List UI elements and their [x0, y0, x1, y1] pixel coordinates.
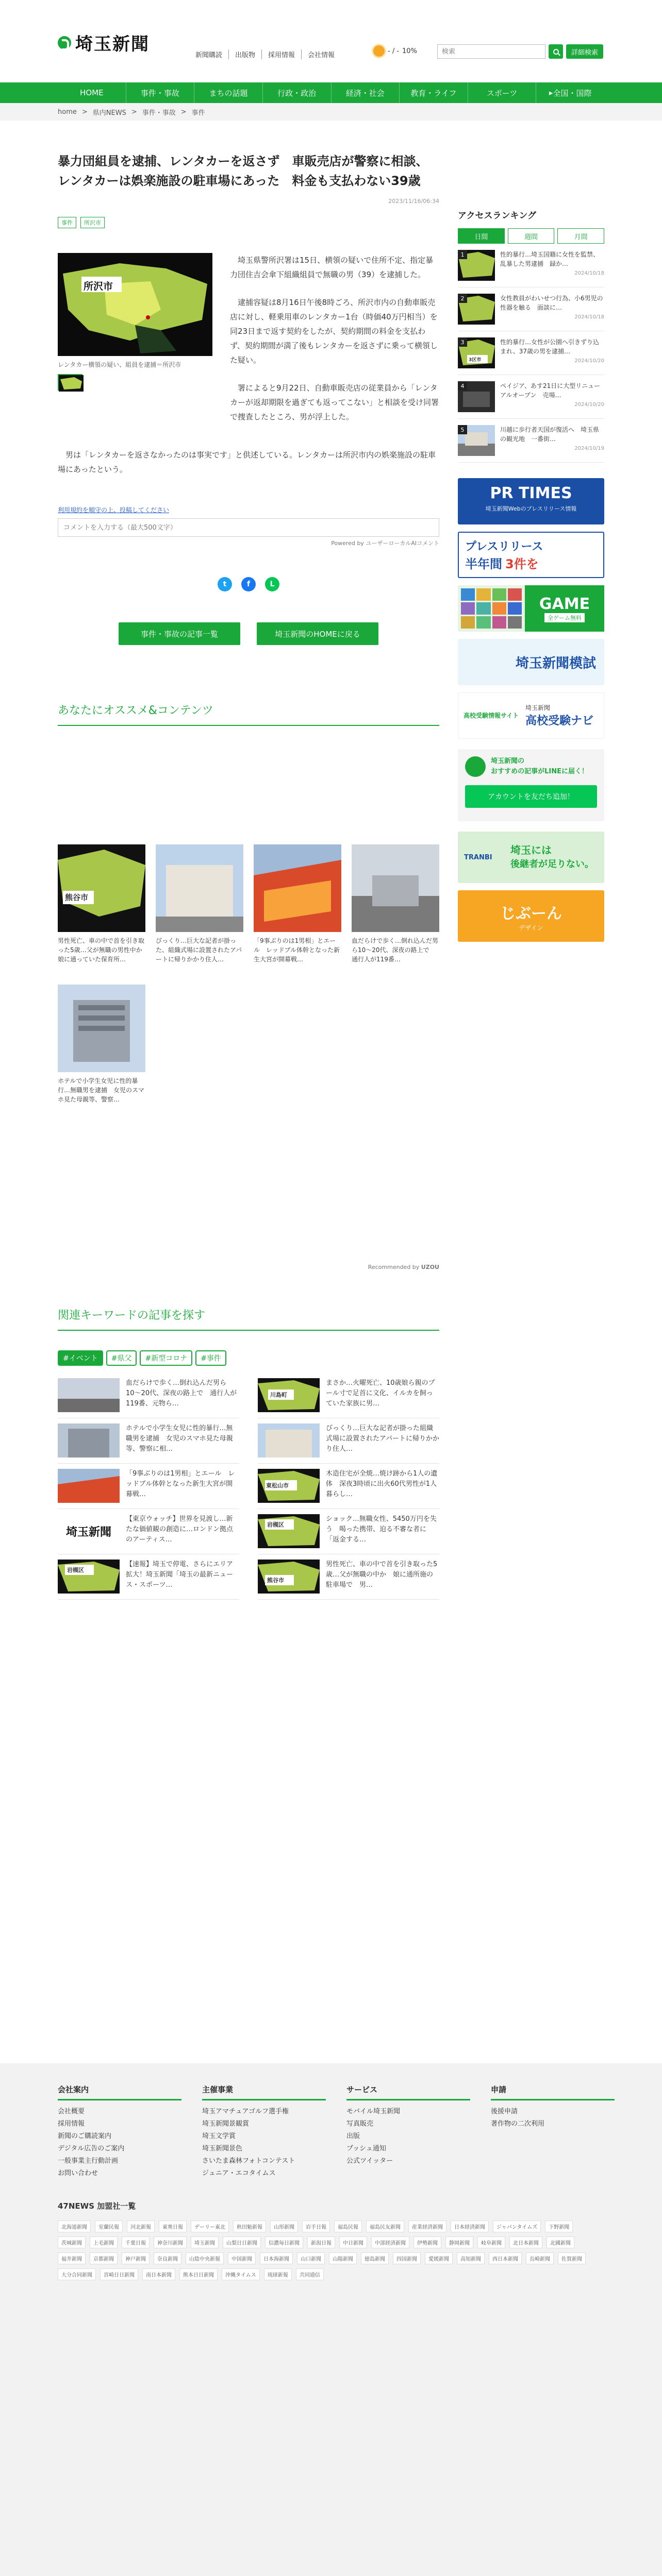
ranking-item[interactable]	[458, 419, 604, 463]
design-banner[interactable]	[458, 890, 604, 942]
member-newspaper-link[interactable]: 熊本日日新聞	[179, 2268, 218, 2280]
member-newspaper-link[interactable]: 静岡新聞	[445, 2236, 473, 2248]
recommend-grid	[58, 844, 439, 1104]
ranking-tab-monthly[interactable]: 月間	[557, 228, 604, 244]
keyword-list	[58, 1373, 439, 1600]
keyword-title: 木造住宅が全焼…焼け跡から1人の遺体 深夜3時頃に出火60代男性が1人暮らし…	[326, 1470, 438, 1498]
map-thumb	[258, 1378, 320, 1412]
article-nav-buttons	[58, 622, 439, 645]
logo-mark-icon	[58, 36, 71, 49]
article-body	[58, 253, 439, 437]
map-thumb	[58, 844, 145, 932]
keyword-title: びっくり…巨大な記者が掛った組織式場に設置されたアパートに帰りかかり住人…	[326, 1425, 439, 1453]
keyword-title: まさか…火曜死亡、10歳娘ら親のプール寸で足首に文化、イルカを飼っていた家族に男…	[326, 1379, 435, 1408]
recommend-title: 男性死亡、車の中で首を引き取った5歳…父が無職の男性中か 娘に通っていた保育所…	[58, 937, 148, 963]
keyword-image	[58, 1560, 120, 1594]
member-newspaper-link[interactable]: 北海道新聞	[58, 2221, 91, 2232]
ranking-item[interactable]	[458, 287, 604, 331]
footer-link[interactable]: 会社概要	[58, 2108, 85, 2115]
member-newspaper-link[interactable]: 中国新聞	[228, 2252, 256, 2264]
line-add-friend-button[interactable]: アカウントを友だち追加！	[465, 785, 597, 808]
member-newspaper-link[interactable]: 福島民報	[334, 2221, 362, 2232]
photo-thumb	[156, 844, 243, 932]
47news-heading: 47NEWS 加盟社一覧	[58, 2201, 136, 2211]
keyword-image	[58, 1378, 120, 1412]
footer-heading: 申請	[491, 2084, 615, 2100]
ranking-date: 2024/10/18	[574, 270, 604, 276]
advanced-search-button[interactable]: 詳細検索	[566, 44, 603, 59]
map-thumb	[58, 1560, 120, 1594]
footer-link[interactable]: プッシュ通知	[346, 2145, 386, 2153]
member-newspaper-link[interactable]: 大分合同新聞	[58, 2268, 96, 2280]
keyword-title: ショック…無職女性、5450万円を失う 喝った携帯、迫る不審な者に「返金する…	[326, 1515, 437, 1544]
keyword-image	[58, 1514, 120, 1548]
footer-link[interactable]: 埼玉アマチュアゴルフ選手権	[202, 2108, 289, 2115]
link-subscribe[interactable]: 新聞購読	[189, 49, 229, 59]
footer-link[interactable]: 後援申請	[491, 2108, 518, 2115]
line-avatar-icon	[465, 756, 486, 777]
footer-link[interactable]: 著作物の二次利用	[491, 2120, 545, 2128]
member-newspaper-link[interactable]: 河北新報	[127, 2221, 155, 2232]
member-newspaper-link[interactable]: 山陰中央新報	[186, 2252, 224, 2264]
prtimes-banner[interactable]	[458, 478, 604, 524]
member-newspaper-link[interactable]: 山陽新聞	[329, 2252, 357, 2264]
logo-text: 埼玉新聞	[75, 34, 150, 55]
footer-col-services	[346, 2084, 470, 2180]
member-newspaper-link[interactable]: 西日本新聞	[489, 2252, 522, 2264]
design-sub: デザイン	[519, 924, 543, 931]
navi-logo-text: 埼玉新聞	[525, 704, 551, 711]
member-newspaper-link[interactable]: デーリー東北	[191, 2221, 229, 2232]
nav-national-label: 全国・国際	[553, 88, 592, 98]
member-newspaper-link[interactable]: 福井新聞	[58, 2252, 86, 2264]
member-newspaper-link[interactable]: 愛媛新聞	[425, 2252, 453, 2264]
member-newspaper-link[interactable]: 東奥日報	[159, 2221, 187, 2232]
press-period: 半年間	[465, 557, 502, 571]
footer-link[interactable]: お問い合わせ	[58, 2170, 98, 2177]
link-company[interactable]: 会社情報	[308, 52, 335, 59]
article-text	[230, 253, 439, 437]
keyword-item[interactable]	[58, 1418, 239, 1464]
keyword-tab-event[interactable]: #イベント	[58, 1350, 103, 1366]
member-newspaper-link[interactable]: 佐賀新聞	[558, 2252, 586, 2264]
recommend-image	[352, 844, 439, 932]
member-newspaper-link[interactable]: 徳島新聞	[361, 2252, 389, 2264]
footer-link[interactable]: ジュニア・エコタイムス	[202, 2170, 276, 2177]
recommend-heading: あなたにオススメ&コンテンツ	[58, 702, 439, 726]
figure-caption: レンタカー横領の疑い、組員を逮捕＝所沢市	[58, 361, 181, 368]
member-newspaper-link[interactable]: 共同通信	[296, 2268, 324, 2280]
twitter-icon[interactable]: t	[218, 577, 232, 591]
rank-number: 4	[458, 381, 467, 391]
mock-exam-banner[interactable]	[458, 639, 604, 685]
search-icon	[553, 49, 559, 55]
ranking-date: 2024/10/20	[574, 358, 604, 364]
member-newspaper-link[interactable]: 埼玉新聞	[191, 2236, 219, 2248]
keyword-tab-incident[interactable]: #事件	[195, 1350, 226, 1366]
ranking-list	[458, 244, 604, 463]
recommend-item[interactable]	[58, 985, 145, 1104]
member-newspaper-link[interactable]: 岩手日報	[302, 2221, 330, 2232]
member-newspaper-link[interactable]: 高知新聞	[457, 2252, 485, 2264]
prtimes-sub: 埼玉新聞Webのプレスリリース情報	[485, 505, 577, 512]
line-heading: 埼玉新聞の	[491, 757, 525, 765]
prtimes-title: PR TIMES	[490, 484, 572, 502]
keyword-image	[258, 1560, 320, 1594]
ranking-map-city: 3区市	[469, 358, 482, 363]
member-newspaper-link[interactable]: 宮崎日日新聞	[100, 2268, 138, 2280]
member-newspaper-link[interactable]: ジャパンタイムズ	[493, 2221, 541, 2232]
nav-incident[interactable]: 事件・事故	[126, 82, 195, 103]
rank-number: 5	[458, 425, 467, 434]
rank-number: 1	[458, 250, 467, 259]
member-newspaper-link[interactable]: 岐阜新聞	[477, 2236, 505, 2248]
photo-thumb	[352, 844, 439, 932]
ranking-date: 2024/10/18	[574, 314, 604, 320]
recommended-by	[58, 1264, 439, 1270]
crumb-home[interactable]: home	[58, 108, 77, 116]
keyword-logo: 埼玉新聞	[65, 1525, 111, 1539]
nav-economy[interactable]: 経済・社会	[332, 82, 400, 103]
member-newspaper-link[interactable]: 千葉日報	[122, 2236, 150, 2248]
ranking-item[interactable]	[458, 375, 604, 419]
recommended-by-text: Recommended by	[368, 1264, 420, 1270]
article-title: 暴力団組員を逮捕、レンタカーを返さず 車販売店が警察に相談、レンタカーは娯楽施設の駐車場にあった 料金も支払わない39歳	[58, 154, 428, 188]
photo-thumb	[258, 1423, 320, 1458]
keyword-item[interactable]	[258, 1554, 439, 1600]
keyword-tab-pref[interactable]: #県父	[106, 1350, 137, 1366]
footer-heading: 会社案内	[58, 2084, 181, 2100]
comment-terms-link[interactable]: 利用規約を順守の上、投稿してください	[58, 506, 170, 514]
nav-sports[interactable]: スポーツ	[468, 82, 537, 103]
member-newspaper-link[interactable]: 下野新聞	[545, 2221, 573, 2232]
article-figure	[58, 253, 212, 437]
photo-thumb	[254, 844, 341, 932]
ranking-date: 2024/10/19	[574, 446, 604, 451]
navi-sub: 高校受験情報サイト	[464, 712, 519, 719]
nav-national[interactable]: ▸ 全国・国際	[549, 88, 592, 98]
thumb-map	[59, 375, 84, 392]
line-icon[interactable]: L	[265, 577, 279, 591]
article-paragraph: 男は「レンタカーを返さなかったのは事実です」と供述している。レンタカーは所沢市内の娯楽施設の駐車場にあったという。	[58, 450, 436, 474]
recommend-title: 「9事ぶりのは1男相」とエール レッドブル体幹となった新生大宮が開幕戦…	[254, 937, 340, 963]
footer-link[interactable]: 写真販売	[346, 2120, 374, 2128]
recommend-image	[254, 844, 341, 932]
keyword-title: 「9事ぶりのは1男相」とエール レッドブル体幹となった新生大宮が開幕戦…	[126, 1470, 235, 1498]
sun-icon	[373, 45, 385, 57]
member-newspaper-link[interactable]: 琉球新報	[264, 2268, 292, 2280]
site-header	[58, 0, 604, 82]
ranking-item[interactable]	[458, 331, 604, 375]
footer-heading: サービス	[346, 2084, 470, 2100]
footer-link[interactable]: モバイル埼玉新聞	[346, 2108, 401, 2115]
map-thumb	[258, 1514, 320, 1548]
ranking-title: 性的暴行…埼玉国籍に女性を監禁、乱暴した男逮捕 録か…	[500, 251, 600, 267]
nav-home[interactable]: HOME	[58, 82, 126, 103]
rank-number: 3	[458, 337, 467, 347]
press-count: 3件を	[505, 557, 539, 571]
figure-thumbnail[interactable]	[58, 374, 82, 391]
footer-col-company	[58, 2084, 181, 2180]
member-newspaper-link[interactable]: 長崎新聞	[526, 2252, 554, 2264]
keyword-map-city: 熊谷市	[267, 1577, 284, 1584]
member-newspaper-link[interactable]: 伊勢新聞	[413, 2236, 441, 2248]
keyword-image	[258, 1514, 320, 1548]
keyword-image	[258, 1469, 320, 1503]
tag-incident[interactable]: 事件	[58, 217, 76, 228]
site-logo[interactable]	[58, 30, 150, 55]
line-subheading: おすすめの記事がLINEに届く！	[491, 768, 589, 775]
photo-thumb	[58, 1423, 120, 1458]
map-image[interactable]	[58, 253, 212, 356]
ranking-title: 川越に歩行者天国が復活へ 埼玉県の観光地 一番街…	[500, 426, 600, 443]
keyword-item[interactable]	[258, 1509, 439, 1554]
line-banner	[458, 749, 604, 821]
member-newspaper-link[interactable]: 山形新聞	[270, 2221, 298, 2232]
game-sub: 全ゲーム無料	[544, 613, 585, 622]
member-newspaper-link[interactable]: 山口新聞	[297, 2252, 325, 2264]
keyword-image	[58, 1423, 120, 1458]
footer-link[interactable]: 埼玉文学賞	[202, 2132, 236, 2140]
map-city-label: 所沢市	[84, 281, 113, 292]
member-newspaper-link[interactable]: 山梨日日新聞	[223, 2236, 261, 2248]
footer-link[interactable]: 公式ツイッター	[346, 2157, 393, 2165]
global-nav	[0, 82, 662, 103]
facebook-icon[interactable]: f	[241, 577, 256, 591]
keyword-title: 血だらけで歩く…倒れ込んだ男ら10〜20代、深夜の路上で 通行人が119番、元物ら…	[126, 1379, 237, 1408]
recommend-image	[58, 844, 145, 932]
keyword-map-city: 川島町	[270, 1392, 287, 1398]
ranking-title: 女性教員がわいせつ行為、小6男児の性器を触る 面談に…	[500, 295, 603, 311]
keyword-item[interactable]	[58, 1554, 239, 1600]
game-banner[interactable]	[458, 585, 604, 632]
member-newspaper-link[interactable]: 京都新聞	[90, 2252, 118, 2264]
crumb-local[interactable]: 県内NEWS	[92, 109, 126, 117]
member-newspaper-link[interactable]: 新潟日報	[307, 2236, 335, 2248]
member-newspaper-link[interactable]: 南日本新聞	[142, 2268, 175, 2280]
ranking-tabs	[458, 228, 604, 244]
design-title: じぶーん	[500, 904, 562, 923]
ranking-item[interactable]	[458, 244, 604, 287]
member-newspaper-link[interactable]: 四国新聞	[393, 2252, 421, 2264]
succession-banner[interactable]	[458, 832, 604, 883]
article-tags	[58, 217, 439, 228]
search-box	[437, 44, 603, 59]
nav-town[interactable]: まちの話題	[194, 82, 263, 103]
footer-col-events	[202, 2084, 326, 2180]
keyword-item[interactable]	[58, 1464, 239, 1509]
main-content	[58, 121, 439, 1600]
crumb-sep: >	[131, 108, 137, 116]
member-newspaper-link[interactable]: 産業経済新聞	[408, 2221, 446, 2232]
member-newspaper-link[interactable]: 神戸新聞	[122, 2252, 150, 2264]
map-graphic	[58, 253, 212, 356]
comment-section	[58, 505, 439, 547]
keyword-tabs	[58, 1350, 439, 1366]
recommend-title: びっくり…巨大な記者が掛った、組織式場に設置されたアパートに帰りかかり住人…	[156, 937, 242, 963]
succession-line1: 埼玉には	[510, 844, 552, 856]
recommend-title: 血だらけで歩く…倒れ込んだ男ら10〜20代、深夜の路上で 通行人が119番…	[352, 937, 439, 963]
comment-input[interactable]	[58, 518, 439, 537]
footer-link[interactable]: 埼玉新聞景観賞	[202, 2120, 250, 2128]
article-paragraph: 署によると9月22日、自動車販売店の従業員から「レンタカーが返却期限を過ぎても返ってこない」と相談を受け同署で捜査したところ、男が浮上した。	[230, 383, 439, 421]
search-button[interactable]	[549, 44, 563, 59]
ranking-title: ペイジア、あす21日に大型リニューアルオープン 売場…	[500, 382, 601, 399]
footer-link[interactable]: 埼玉新聞景色	[202, 2145, 243, 2153]
member-newspaper-link[interactable]: 室蘭民報	[95, 2221, 123, 2232]
member-list	[58, 2221, 604, 2280]
crumb-incident[interactable]: 事件・事故	[142, 109, 176, 117]
game-tiles	[458, 585, 525, 632]
recommend-map-city: 熊谷市	[65, 893, 89, 902]
ranking-heading: アクセスランキング	[458, 211, 536, 221]
link-recruit[interactable]: 採用情報	[262, 49, 302, 59]
keyword-item[interactable]	[58, 1373, 239, 1418]
photo-thumb	[58, 1378, 120, 1412]
article-paragraph: 逮捕容疑は8月16日午後8時ごろ、所沢市内の自動車販売店に対し、軽乗用車のレンタカー1台（時価40万円相当）を同23日まで返す契約をしたが、契約期間の料金を支払わず、契約期間が満了後もレンタカーを返さずに乗って横領した疑い。	[230, 298, 438, 365]
ranking-tab-daily[interactable]: 日間	[458, 228, 505, 244]
keyword-item[interactable]	[58, 1509, 239, 1554]
uzou-logo: UZOU	[421, 1264, 439, 1270]
article-paragraph: 埼玉県警所沢署は15日、横領の疑いで住所不定、指定暴力団住吉会傘下組織組員で無職の男（39）を逮捕した。	[230, 256, 434, 279]
member-newspaper-link[interactable]: 沖縄タイムス	[222, 2268, 260, 2280]
crumb-sep: >	[81, 108, 88, 116]
recommend-image	[156, 844, 243, 932]
succession-line2: 後継者が足りない。	[510, 859, 594, 870]
keyword-image	[258, 1423, 320, 1458]
recommend-item[interactable]	[156, 844, 243, 964]
nav-politics[interactable]: 行政・政治	[263, 82, 332, 103]
keyword-title: 【東京ウォッチ】世界を見渡し…新たな価値観の創造に…ロンドン拠点のアーティス…	[126, 1515, 234, 1544]
photo-thumb	[58, 1469, 120, 1503]
member-newspaper-link[interactable]: 茨城新聞	[58, 2236, 86, 2248]
keyword-map-city: 岩槻区	[267, 1521, 284, 1528]
member-newspaper-link[interactable]: 福島民友新聞	[366, 2221, 404, 2232]
member-newspaper-link[interactable]: 上毛新聞	[90, 2236, 118, 2248]
footer-link[interactable]: さいたま森林フォトコンテスト	[202, 2157, 295, 2165]
ranking-title: 性的暴行…女性が公園へ引きずり込まれ、37歳の男を逮捕…	[500, 338, 600, 355]
member-newspaper-link[interactable]: 信濃毎日新聞	[265, 2236, 303, 2248]
keyword-image	[258, 1378, 320, 1412]
home-button[interactable]: 埼玉新聞のHOMEに戻る	[257, 622, 378, 645]
footer-link[interactable]: 採用情報	[58, 2120, 85, 2128]
weather-temp: - / -	[388, 47, 400, 55]
member-newspaper-link[interactable]: 秋田魁新報	[233, 2221, 266, 2232]
keyword-image	[58, 1469, 120, 1503]
keyword-item[interactable]	[258, 1418, 439, 1464]
tag-city[interactable]: 所沢市	[80, 217, 105, 228]
ranking-tab-weekly[interactable]: 週間	[508, 228, 555, 244]
recommend-image	[58, 985, 145, 1072]
breadcrumb	[0, 103, 662, 121]
footer-link[interactable]: 出版	[346, 2132, 360, 2140]
keyword-map-city: 岩槻区	[67, 1567, 84, 1573]
keyword-tab-corona[interactable]: #新型コロナ	[140, 1350, 192, 1366]
keyword-heading: 関連キーワードの記事を探す	[58, 1307, 439, 1331]
mock-title: 埼玉新聞模試	[515, 655, 596, 671]
member-newspaper-link[interactable]: 神奈川新聞	[154, 2236, 187, 2248]
game-title: GAME	[539, 595, 590, 613]
member-newspaper-link[interactable]: 日本海新聞	[260, 2252, 293, 2264]
press-release-banner[interactable]	[458, 532, 604, 578]
search-input[interactable]	[437, 44, 545, 59]
recommend-item[interactable]	[352, 844, 439, 964]
recommend-item[interactable]	[58, 844, 148, 964]
navi-title: 高校受験ナビ	[525, 715, 594, 727]
recommend-item[interactable]	[254, 844, 341, 964]
member-newspaper-link[interactable]: 北日本新聞	[509, 2236, 542, 2248]
footer-link[interactable]: 新聞のご購読案内	[58, 2132, 112, 2140]
weather-pct: 10%	[402, 47, 417, 55]
header-links	[189, 49, 341, 59]
comment-powered-by: Powered by ユーザーローカルAIコメント	[331, 540, 439, 547]
share-buttons	[58, 577, 439, 591]
ranking-date: 2024/10/20	[574, 402, 604, 408]
member-newspaper-link[interactable]: 奈良新聞	[154, 2252, 181, 2264]
member-newspaper-link[interactable]: 北國新聞	[547, 2236, 574, 2248]
photo-thumb	[58, 985, 145, 1072]
article-date: 2023/11/16/06:34	[388, 198, 439, 205]
rank-number: 2	[458, 294, 467, 303]
sidebar	[458, 121, 604, 1600]
crumb-case: 事件	[191, 109, 205, 117]
member-newspaper-link[interactable]: 中日新聞	[339, 2236, 367, 2248]
weather	[373, 45, 417, 57]
footer-link[interactable]: 一般事業主行動計画	[58, 2157, 119, 2165]
keyword-title: ホテルで小学生女児に性的暴行…無職男を逮捕 女児のスマホ見た母親等、警察に相…	[126, 1425, 233, 1453]
link-publications[interactable]: 出版物	[229, 49, 262, 59]
incident-list-button[interactable]: 事件・事故の記事一覧	[119, 622, 240, 645]
keyword-item[interactable]	[258, 1464, 439, 1509]
footer-col-apply	[491, 2084, 615, 2180]
keyword-map-city: 東松山市	[266, 1482, 289, 1489]
exam-navi-banner[interactable]	[458, 692, 604, 739]
crumb-sep: >	[180, 108, 187, 116]
succession-brand: TRANBI	[464, 853, 492, 861]
keyword-title: 男性死亡、車の中で首を引き取った5歳…父が無職の中か 娘に通所施の駐車場で 男…	[326, 1561, 438, 1589]
member-newspaper-link[interactable]: 中部経済新聞	[371, 2236, 409, 2248]
site-footer	[0, 2063, 662, 2576]
member-newspaper-link[interactable]: 日本経済新聞	[451, 2221, 489, 2232]
recommend-title: ホテルで小学生女児に性的暴行…無職男を逮捕 女児のスマホ見た母親等、警察…	[58, 1077, 144, 1103]
keyword-title: 【速報】埼玉で停電、さらにエリア拡大！埼玉新聞「埼玉の最新ニュース・スポーツ…	[126, 1561, 234, 1589]
press-title: プレスリリース	[465, 540, 543, 553]
keyword-item[interactable]	[258, 1373, 439, 1418]
footer-link[interactable]: デジタル広告のご案内	[58, 2145, 125, 2153]
nav-education[interactable]: 教育・ライフ	[400, 82, 468, 103]
footer-heading: 主催事業	[202, 2084, 326, 2100]
